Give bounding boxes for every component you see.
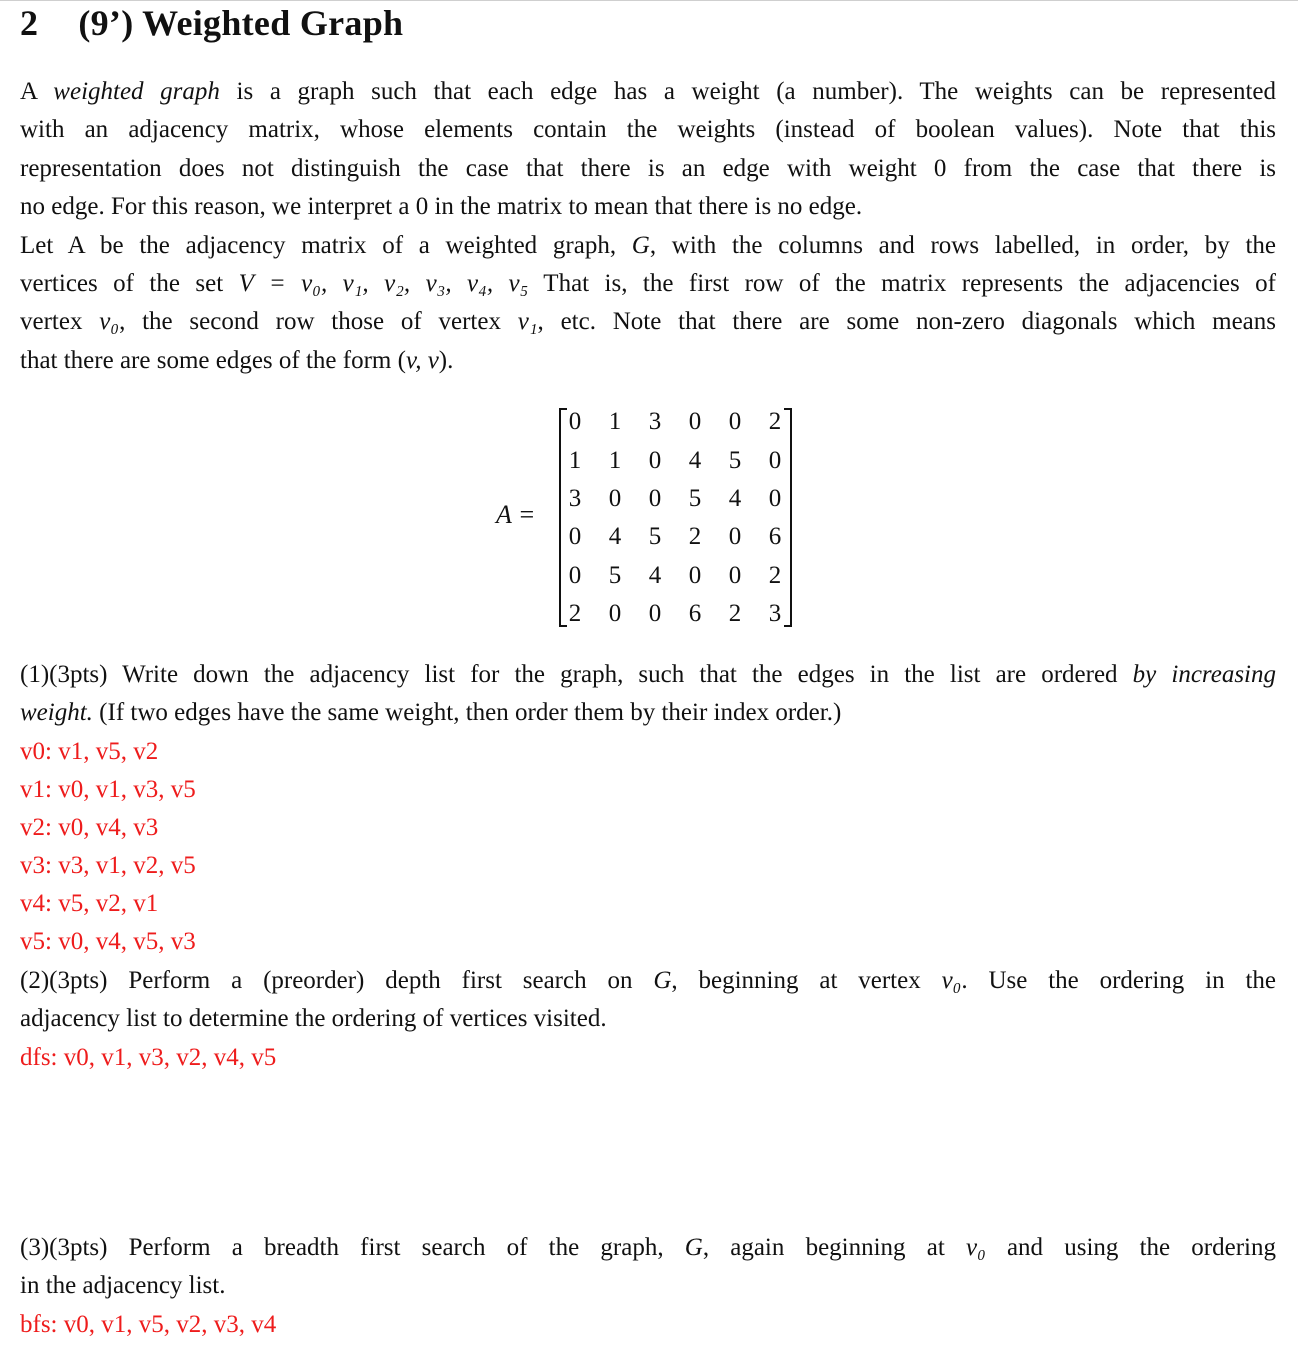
matrix-cell: 2 [768,562,782,589]
matrix-cell: 4 [688,447,702,474]
intro-line-5: Let A be the adjacency matrix of a weighted graph, G, with the columns and rows labelled, in order, by the [20,231,1276,259]
matrix-cell: 5 [608,562,622,589]
intro-line-3: representation does not distinguish the case that there is an edge with weight 0 from the case that there is [20,154,1276,182]
matrix-cell: 0 [728,408,742,435]
intro-paragraph [20,73,1276,380]
matrix-cell: 3 [568,485,582,512]
top-rule [0,0,1298,1]
matrix-cell: 5 [728,447,742,474]
q1-answer-v0: v0: v1, v5, v2 [20,738,159,765]
matrix-cell: 1 [608,447,622,474]
matrix-cell: 0 [688,408,702,435]
matrix-cell: 6 [768,523,782,550]
q1-answer-v2: v2: v0, v4, v3 [20,814,159,841]
matrix-cell: 0 [688,562,702,589]
q2-prompt [20,962,1276,1039]
q3-line-2: in the adjacency list. [20,1272,226,1300]
q2-line-1: (2)(3pts) Perform a (preorder) depth first search on G, beginning at vertex v₀. Use the ordering in the [20,967,1276,994]
q1-answer-v4: v4: v5, v2, v1 [20,890,159,917]
q2-line-2: adjacency list to determine the ordering of vertices visited. [20,1005,607,1033]
matrix-cell: 4 [728,485,742,512]
intro-line-1: A weighted graph is a graph such that each edge has a weight (a number). The weights can be represented [20,78,1276,105]
matrix-cell: 5 [648,523,662,550]
matrix-label: A = [496,500,536,529]
q3-answer: bfs: v0, v1, v5, v2, v3, v4 [20,1311,277,1338]
intro-line-6: vertices of the set V = v₀, v₁, v₂, v₃, v₄, v₅ That is, the first row of the matrix represents the adjacencies of [20,270,1277,298]
matrix-cell: 2 [568,600,582,627]
section-heading [20,2,403,44]
matrix-cell: 0 [568,523,582,550]
q3-line-1: (3)(3pts) Perform a breadth first search of the graph, G, again beginning at v₀ and using the ordering [20,1234,1276,1261]
vertex-set-math: V = v₀, v₁, v₂, v₃, v₄, v₅ [238,270,529,298]
section-number: 2 [20,3,39,43]
q1-line-1: (1)(3pts) Write down the adjacency list for the graph, such that the edges in the list are ordered by increasing [20,661,1276,688]
q2-answer: dfs: v0, v1, v3, v2, v4, v5 [20,1044,277,1071]
term-weighted-graph: weighted graph [53,78,220,105]
q1-answer-v5: v5: v0, v4, v5, v3 [20,928,196,955]
matrix-cell: 2 [688,523,702,550]
matrix-cell: 0 [648,600,662,627]
matrix-cell: 0 [648,485,662,512]
intro-line-2: with an adjacency matrix, whose elements contain the weights (instead of boolean values). Note that this [20,116,1276,144]
matrix-cell: 4 [648,562,662,589]
matrix-cell: 1 [568,447,582,474]
intro-line-4: no edge. For this reason, we interpret a 0 in the matrix to mean that there is no edge. [20,193,863,221]
matrix-cell: 3 [648,408,662,435]
q1-answer-v1: v1: v0, v1, v3, v5 [20,776,196,803]
matrix-cell: 5 [688,485,702,512]
matrix-cell: 4 [608,523,622,550]
matrix-cell: 3 [768,600,782,627]
matrix-right-bracket [784,408,792,627]
matrix-cell: 0 [568,408,582,435]
matrix-cell: 0 [768,485,782,512]
q1-prompt [20,656,1276,733]
matrix-cell: 0 [648,447,662,474]
matrix-cell: 1 [608,408,622,435]
matrix-left-bracket [559,408,567,627]
matrix-cell: 2 [728,600,742,627]
matrix-cell: 2 [768,408,782,435]
section-title: (9’) Weighted Graph [78,3,404,43]
matrix-cell: 0 [608,485,622,512]
matrix-cell: 6 [688,600,702,627]
matrix-cell: 0 [728,562,742,589]
intro-line-8: that there are some edges of the form (v, v). [20,346,454,374]
matrix-cell: 0 [728,523,742,550]
matrix-cell: 0 [768,447,782,474]
matrix-cell: 0 [608,600,622,627]
matrix-cell: 0 [568,562,582,589]
q1-line-2: weight. (If two edges have the same weight, then order them by their index order.) [20,699,842,727]
q1-answer-v3: v3: v3, v1, v2, v5 [20,852,196,879]
intro-line-7: vertex v₀, the second row those of vertex v₁, etc. Note that there are some non-zero diagonals which means [20,308,1277,336]
q3-prompt [20,1229,1276,1306]
